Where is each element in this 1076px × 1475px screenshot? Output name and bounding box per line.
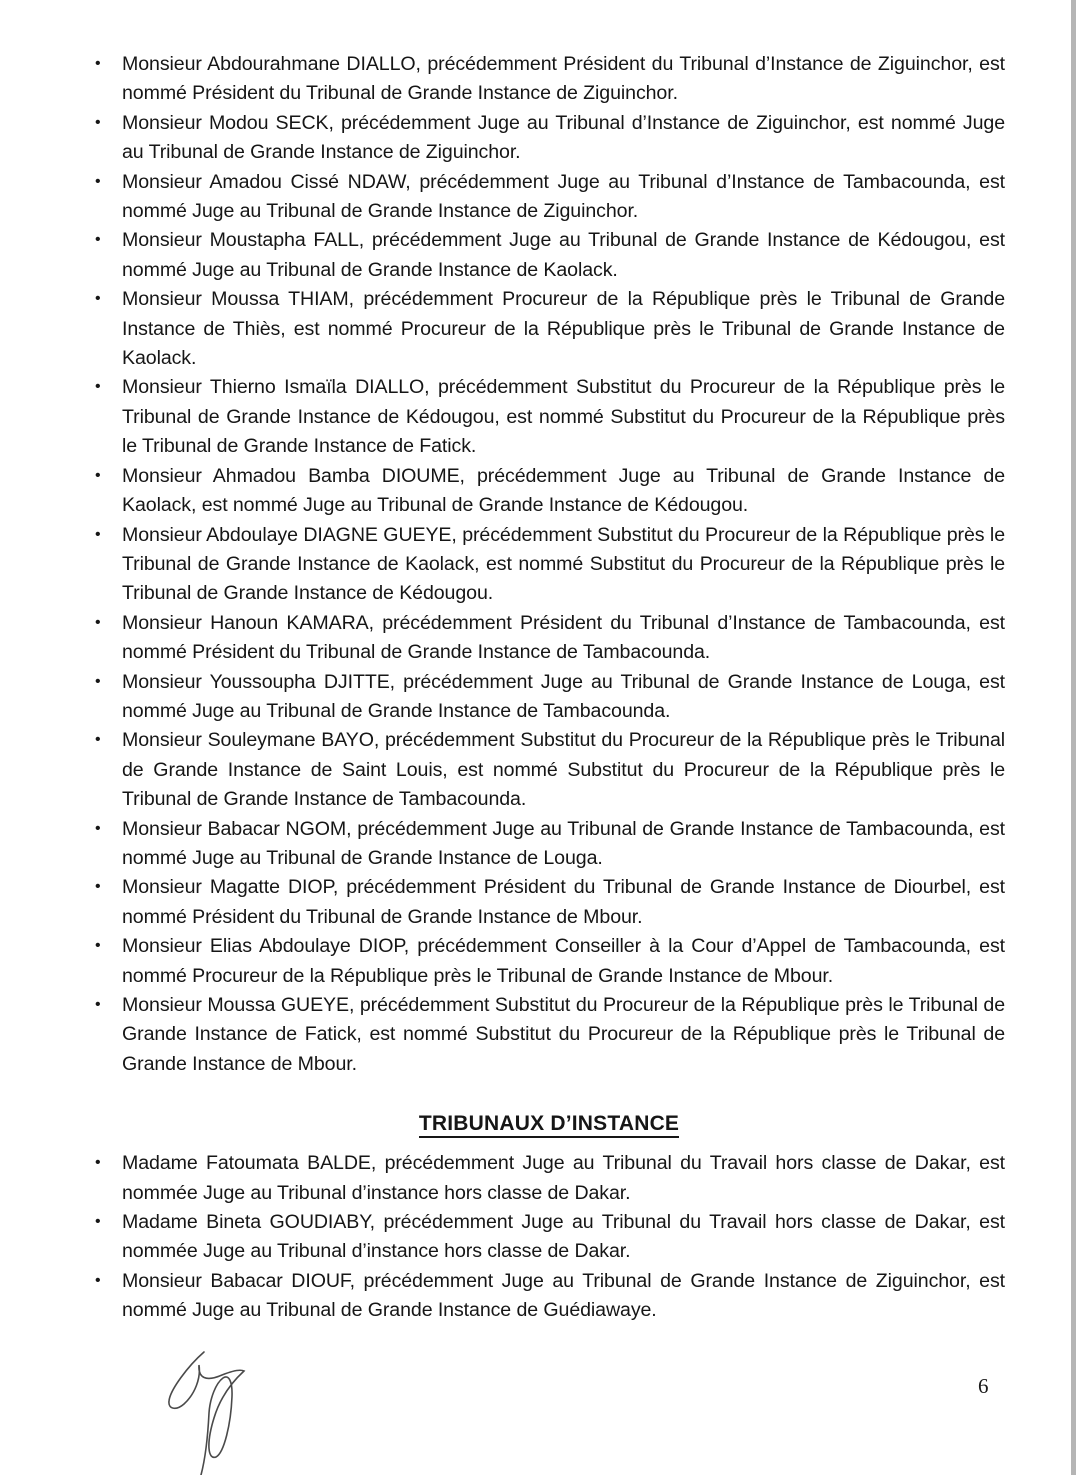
appointment-item [93,285,1005,373]
appointment-item [93,1149,1005,1208]
appointment-item [93,373,1005,461]
appointment-text: Monsieur Babacar DIOUF, précédemment Juge au Tribunal de Grande Instance de Ziguinchor, est nommé Juge au Tribunal de Grande Instance de Guédiawaye. [122,1269,1005,1322]
appointment-text: Monsieur Moussa GUEYE, précédemment Substitut du Procureur de la République près le Tribunal de Grande Instance de Fatick, est nommé Substitut du Procureur de la République près le Tribunal de Grande Instance de Mbour. [122,994,1005,1075]
appointment-item [93,668,1005,727]
bullet-icon: • [95,878,101,896]
appointment-text: Monsieur Elias Abdoulaye DIOP, précédemment Conseiller à la Cour d’Appel de Tambacounda, est nommé Procureur de la République près le Tribunal de Grande Instance de Mbour. [122,935,1005,987]
appointment-text: Monsieur Youssoupha DJITTE, précédemment Juge au Tribunal de Grande Instance de Louga, est nommé Juge au Tribunal de Grande Instance de Tambacounda. [122,670,1005,722]
appointment-item [93,726,1005,814]
appointment-text: Monsieur Magatte DIOP, précédemment Président du Tribunal de Grande Instance de Diourbel, est nommé Président du Tribunal de Grande Instance de Mbour. [122,876,1005,928]
appointment-text: Monsieur Moussa THIAM, précédemment Procureur de la République près le Tribunal de Grande Instance de Thiès, est nommé Procureur de la République près le Tribunal de Grande Instance de Kaolack. [122,288,1005,370]
appointment-text: Monsieur Hanoun KAMARA, précédemment Président du Tribunal d’Instance de Tambacounda, est nommé Président du Tribunal de Grande Instance de Tambacounda. [122,611,1005,664]
bullet-icon: • [95,937,101,955]
appointment-item [93,1267,1005,1326]
appointment-text: Monsieur Thierno Ismaïla DIALLO, précédemment Substitut du Procureur de la République près le Tribunal de Grande Instance de Kédougou, est nommé Substitut du Procureur de la République près le Tribunal de Grande Instance de Fatick. [122,376,1005,458]
signature-icon [140,1338,270,1475]
bullet-icon: • [95,1154,101,1172]
appointment-item [93,1208,1005,1267]
bullet-icon: • [95,55,101,72]
appointment-text: Monsieur Babacar NGOM, précédemment Juge au Tribunal de Grande Instance de Tambacounda, est nommé Juge au Tribunal de Grande Instance de Louga. [122,817,1005,869]
appointment-text: Monsieur Moustapha FALL, précédemment Juge au Tribunal de Grande Instance de Kédougou, est nommé Juge au Tribunal de Grande Instance de Kaolack. [122,229,1005,281]
scan-edge-artifact [1071,0,1076,1475]
appointment-text: Madame Bineta GOUDIABY, précédemment Juge au Tribunal du Travail hors classe de Dakar, est nommée Juge au Tribunal d’instance hors classe de Dakar. [122,1211,1005,1263]
appointment-item [93,521,1005,609]
appointments-list-instance [93,1149,1005,1325]
bullet-icon: • [95,525,101,543]
appointment-item [93,815,1005,874]
page-number: 6 [978,1374,989,1398]
appointment-text: Monsieur Abdourahmane DIALLO, précédemment Président du Tribunal d’Instance de Ziguinchor, est nommé Président du Tribunal de Grande Instance de Ziguinchor. [122,53,1005,105]
bullet-icon: • [95,1213,101,1231]
appointment-item [93,226,1005,285]
appointment-text: Monsieur Amadou Cissé NDAW, précédemment Juge au Tribunal d’Instance de Tambacounda, est nommé Juge au Tribunal de Grande Instance de Ziguinchor. [122,170,1005,223]
bullet-icon: • [95,231,101,249]
document-body [93,50,1005,1326]
bullet-icon: • [95,1271,101,1289]
appointment-item [93,932,1005,991]
bullet-icon: • [95,731,101,749]
appointment-text: Monsieur Abdoulaye DIAGNE GUEYE, précédemment Substitut du Procureur de la République près le Tribunal de Grande Instance de Kaolack, est nommé Substitut du Procureur de la République près le Tribunal de Grande Instance de Kédougou. [122,523,1005,605]
appointment-item [93,50,1005,109]
appointment-item [93,462,1005,521]
appointment-text: Madame Fatoumata BALDE, précédemment Juge au Tribunal du Travail hors classe de Dakar, est nommée Juge au Tribunal d’instance hors classe de Dakar. [122,1152,1005,1204]
bullet-icon: • [95,466,101,484]
bullet-icon: • [95,172,101,190]
appointment-item [93,109,1005,168]
appointments-list-grande-instance [93,50,1005,1079]
appointment-text: Monsieur Ahmadou Bamba DIOUME, précédemment Juge au Tribunal de Grande Instance de Kaolack, est nommé Juge au Tribunal de Grande Instance de Kédougou. [122,464,1005,517]
appointment-item [93,991,1005,1079]
appointment-item [93,873,1005,932]
bullet-icon: • [95,819,101,837]
bullet-icon: • [95,613,101,631]
appointment-item [93,609,1005,668]
bullet-icon: • [95,290,101,308]
section-heading-text: TRIBUNAUX D’INSTANCE [419,1112,679,1138]
appointment-text: Monsieur Souleymane BAYO, précédemment Substitut du Procureur de la République près le Tribunal de Grande Instance de Saint Louis, est nommé Substitut du Procureur de la République près le Tribunal de Grande Instance de Tambacounda. [122,729,1005,811]
bullet-icon: • [95,113,101,131]
appointment-text: Monsieur Modou SECK, précédemment Juge au Tribunal d’Instance de Ziguinchor, est nommé Juge au Tribunal de Grande Instance de Ziguinchor. [122,111,1005,164]
bullet-icon: • [95,672,101,690]
section-heading [93,1112,1005,1136]
appointment-item [93,168,1005,227]
bullet-icon: • [95,996,101,1013]
signature-stroke [169,1352,244,1475]
bullet-icon: • [95,378,101,396]
